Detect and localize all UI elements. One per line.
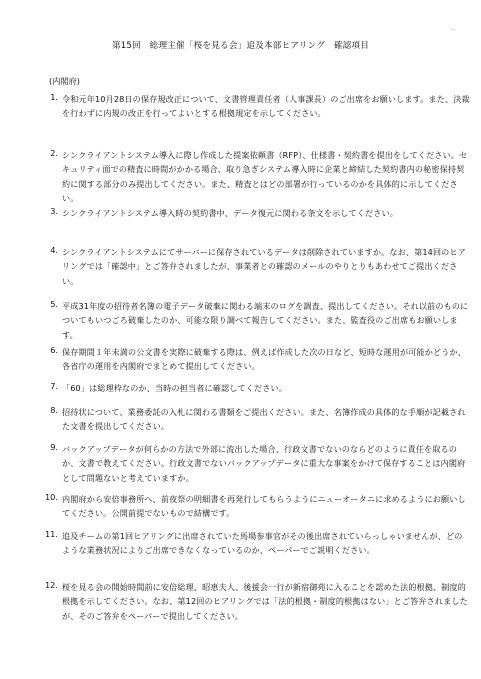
item-number: 6. xyxy=(50,345,58,355)
item-text: 招待状について、業務委託の入札に関わる書類をご提出ください。また、名簿作成の具体的な手順が記載された文書を提出してください。 xyxy=(62,407,466,432)
list-item xyxy=(30,345,470,375)
item-text: バックアップデータが何らかの方法で外部に流出した場合、行政文書でないのならどのように責任を取るのか、文書で教えてください。行政文書でないバックアップデータに重大な事案をかけて保存することは内閣府として問題ないと考えていますか。 xyxy=(62,444,466,483)
item-text: 保存期間１年未満の公文書を実際に破棄する際は、例えば作成した次の日など、短時な運用が可能かどうか、各省庁の運用を内閣府でまとめて提出してください。 xyxy=(62,347,466,372)
list-item xyxy=(30,580,470,624)
item-number: 11. xyxy=(44,529,58,539)
item-number: 12. xyxy=(44,580,58,590)
item-text: シンクライアントシステム導入時の契約書中、データ復元に関わる条文を示してください。 xyxy=(62,208,399,218)
item-text: 桜を見る会の開始時間前に安倍総理、昭恵夫人、後援会一行が新宿御苑に入ることを認めた法的根拠、制度的根拠を示してください。なお、第12回のヒアリングでは「法的根拠・制度的根拠はない」とご答弁されましたが、そのご答弁をペーパーで提出してください。 xyxy=(62,582,468,621)
list-item xyxy=(30,245,470,289)
item-number: 9. xyxy=(50,442,58,452)
item-number: 7. xyxy=(50,381,58,391)
item-number: 8. xyxy=(50,405,58,415)
list-item xyxy=(30,148,470,206)
item-number: 3. xyxy=(50,206,58,216)
item-number: 2. xyxy=(50,148,58,158)
section-label: (内閣府) xyxy=(49,76,80,86)
item-text: 「60」は総理枠なのか、当時の担当者に確認してください。 xyxy=(62,383,287,393)
list-item xyxy=(30,405,470,435)
item-text: 平成31年度の招待者名簿の電子データ破棄に関わる端末のログを調査、提出してください。それ以前のものについてもいつごろ破棄したのか、可能な限り調べて報告してください。また、監査役のご出席もお願いします。 xyxy=(62,301,469,340)
scan-speck: · xyxy=(452,27,454,34)
document-title: 第15回 総理主催「桜を見る会」追及本部ヒアリング 確認項目 xyxy=(111,41,370,51)
item-text: シンクライアントシステムにてサーバーに保存されているデータは削除されていますか。なお、第14回のヒアリングでは「確認中」とご答弁されましたが、事業者との確認のメールのやりとりもあわせてご提出ください。 xyxy=(62,247,466,286)
item-text: 令和元年10月28日の保存規改正について、文書管理責任者（人事課長）のご出席をお願いします。また、決裁を行わずに内規の改正を行ってよいとする根拠規定を示してください。 xyxy=(62,94,470,119)
list-item xyxy=(30,529,470,573)
list-item xyxy=(30,92,470,134)
item-number: 4. xyxy=(50,245,58,255)
list-item xyxy=(30,442,470,486)
item-text: シンクライアントシステム導入に際し作成した提案依頼書（RFP）、仕様書・契約書を提出をしてください。セキュリティ面での精査に時間がかかる場合、取り急ぎシステム導入時に企業と締結した契約書内の秘密保持契約に関する部分のみ提出してください。また、精査とはどの部署が行っているのかを具体的に示してください。 xyxy=(62,150,468,203)
list-item xyxy=(30,299,470,343)
list-item xyxy=(30,381,470,397)
item-number: 5. xyxy=(50,299,58,309)
list-item xyxy=(30,206,470,234)
item-number: 10. xyxy=(44,492,58,502)
list-item xyxy=(30,492,470,522)
item-text: 追及チームの第1回ヒアリングに出席されていた馬場参事官がその後出席されていらっしゃいませんが、どのような業務状況によりご出席できなくなっているのか、ペーパーでご説明ください。 xyxy=(62,531,463,556)
item-number: 1. xyxy=(50,92,58,102)
item-text: 内閣府から安倍事務所へ、前夜祭の明細書を再発行してもらうようにニューオータニに求めるようにお願いしてください。公開前提でないもので結構です。 xyxy=(62,494,466,519)
